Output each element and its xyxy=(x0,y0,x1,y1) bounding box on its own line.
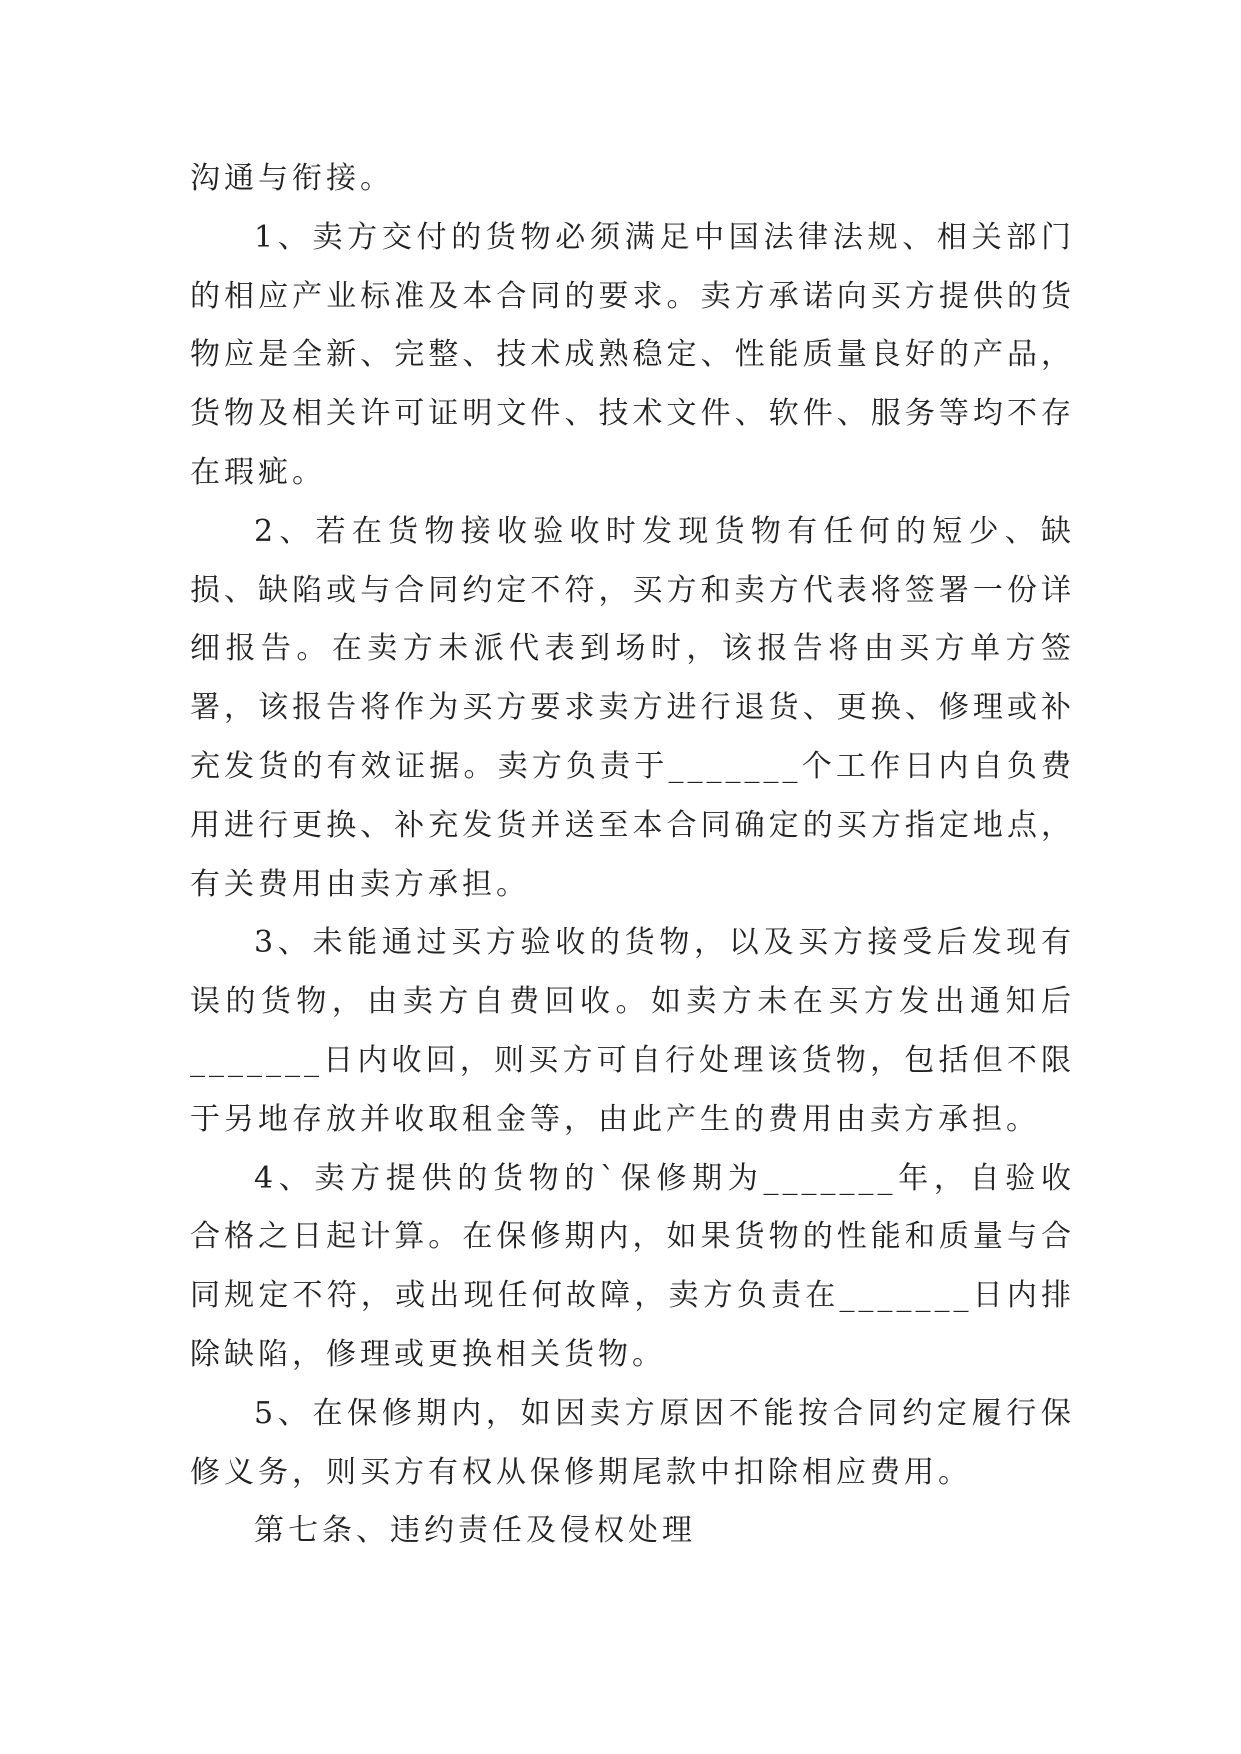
clause-5-paragraph: 5、在保修期内，如因卖方原因不能按合同约定履行保修义务，则买方有权从保修期尾款中扣除相应费用。 xyxy=(190,1395,1075,1490)
clause-2-paragraph: 2、若在货物接收验收时发现货物有任何的短少、缺损、缺陷或与合同约定不符，买方和卖方代表将签署一份详细报告。在卖方未派代表到场时，该报告将由买方单方签署，该报告将作为买方要求卖方进行退货、更换、修理或补充发货的有效证据。卖方负责于_______个工作日内自负费用进行更换、补充发货并送至本合同确定的买方指定地点，有关费用由卖方承担。 xyxy=(190,513,1075,902)
clause-1-paragraph: 1、卖方交付的货物必须满足中国法律法规、相关部门的相应产业标准及本合同的要求。卖方承诺向买方提供的货物应是全新、完整、技术成熟稳定、性能质量良好的产品，货物及相关许可证明文件、技术文件、软件、服务等均不存在瑕疵。 xyxy=(190,219,1075,490)
clause-3-paragraph: 3、未能通过买方验收的货物，以及买方接受后发现有误的货物，由卖方自费回收。如卖方未在买方发出通知后_______日内收回，则买方可自行处理该货物，包括但不限于另地存放并收取租金等，由此产生的费用由卖方承担。 xyxy=(190,925,1075,1137)
document-body xyxy=(190,150,1075,1561)
clause-4-paragraph: 4、卖方提供的货物的`保修期为_______年，自验收合格之日起计算。在保修期内，如果货物的性能和质量与合同规定不符，或出现任何故障，卖方负责在_______日内排除缺陷，修理或更换相关货物。 xyxy=(190,1160,1075,1372)
paragraph-continuation: 沟通与衔接。 xyxy=(190,161,394,196)
article-7-heading: 第七条、违约责任及侵权处理 xyxy=(254,1513,696,1549)
